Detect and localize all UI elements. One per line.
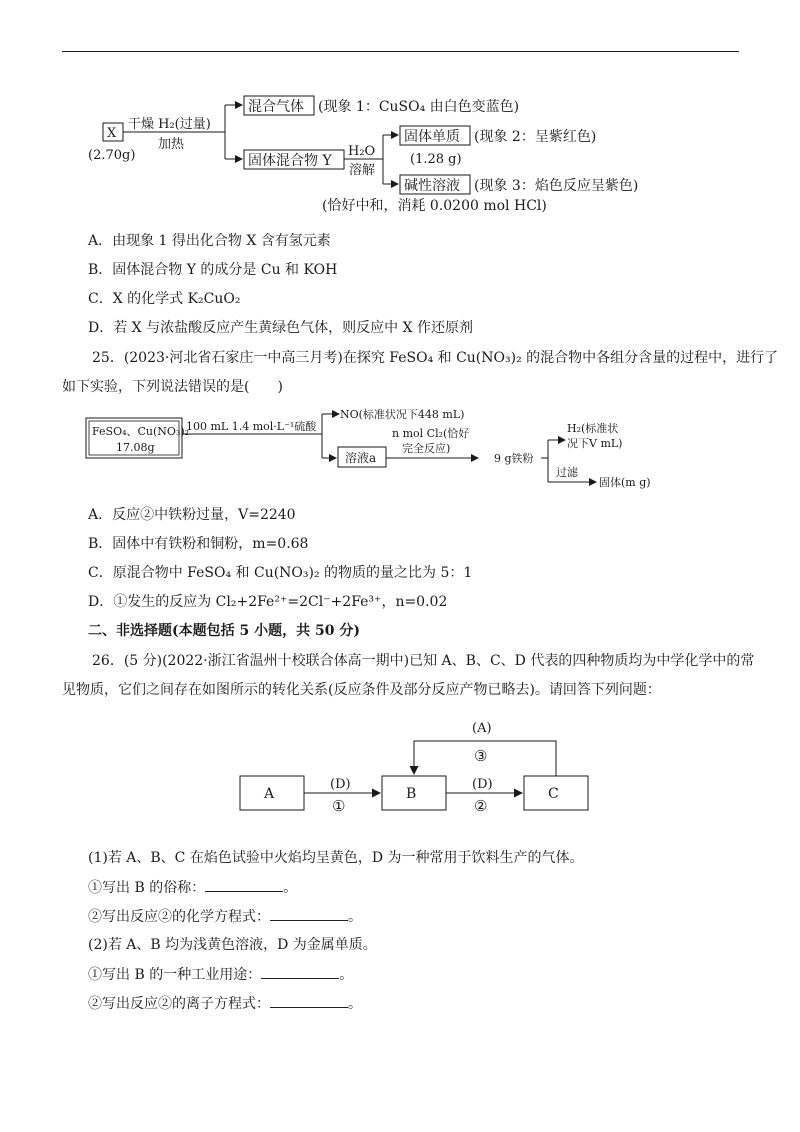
q25-option-a: A．反应②中铁粉过量，V=2240 xyxy=(88,507,296,523)
q25-stem-line1: 25．(2023·河北省石家庄一中高三月考)在探究 FeSO₄ 和 Cu(NO₃)₂ 的混合物中各组分含量的过程中，进行了 xyxy=(92,350,779,366)
label-x-mass: (2.70g) xyxy=(88,148,136,163)
period: 。 xyxy=(339,967,354,983)
period: 。 xyxy=(348,909,362,925)
q24-option-a: A．由现象 1 得出化合物 X 含有氢元素 xyxy=(88,233,331,249)
q24-option-c: C．X 的化学式 K₂CuO₂ xyxy=(88,291,241,307)
label-dissolve: 溶解 xyxy=(349,163,376,178)
q25-option-d: D．①发生的反应为 Cl₂+2Fe²⁺=2Cl⁻+2Fe³⁺，n=0.02 xyxy=(88,594,448,610)
label-mixed-gas: 混合气体 xyxy=(248,99,304,115)
answer-blank-4[interactable] xyxy=(270,993,348,1008)
label-cl2-top: n mol Cl₂(恰好 xyxy=(392,427,470,440)
q26-part1-q2-text: ②写出反应②的化学方程式： xyxy=(88,909,270,925)
label-filter: 过滤 xyxy=(556,466,578,479)
label-solid-m: 固体(m g) xyxy=(599,476,651,489)
label-arrow2-top: (D) xyxy=(472,777,493,792)
label-cond-bottom: 加热 xyxy=(158,137,185,152)
flow-diagram-iron-copper xyxy=(0,402,800,502)
q26-part2: (2)若 A、B 均为浅黄色溶液，D 为金属单质。 xyxy=(88,937,377,953)
label-loop-top: (A) xyxy=(472,721,492,736)
q26-part2-q1-text: ①写出 B 的一种工业用途： xyxy=(88,967,262,983)
label-solid-single: 固体单质 xyxy=(404,129,460,145)
label-neutralization: (恰好中和，消耗 0.0200 mol HCl) xyxy=(322,198,547,214)
period: 。 xyxy=(348,996,362,1012)
label-start-line2: 17.08g xyxy=(116,441,155,454)
label-alkaline: 碱性溶液 xyxy=(404,178,460,194)
label-arrow1-bottom: ① xyxy=(332,797,346,815)
label-b: B xyxy=(406,786,417,802)
label-water: H₂O xyxy=(348,144,376,159)
label-solution-a: 溶液a xyxy=(345,451,377,465)
label-a: A xyxy=(264,786,275,802)
label-solid-mass: (1.28 g) xyxy=(410,152,462,167)
label-c: C xyxy=(548,786,559,802)
q26-part1-q1-text: ①写出 B 的俗称： xyxy=(88,880,206,896)
q26-part1: (1)若 A、B、C 在焰色试验中火焰均呈黄色，D 为一种常用于饮料生产的气体。 xyxy=(88,850,584,866)
q25-option-b: B．固体中有铁粉和铜粉，m=0.68 xyxy=(88,536,309,552)
label-cond-top: 干燥 H₂(过量) xyxy=(128,117,211,132)
q25-option-c: C．原混合物中 FeSO₄ 和 Cu(NO₃)₂ 的物质的量之比为 5：1 xyxy=(88,565,473,581)
section2-title: 二、非选择题(本题包括 5 小题，共 50 分) xyxy=(88,623,360,639)
q26-part1-q2 xyxy=(88,906,362,927)
label-phenomenon-3: (现象 3：焰色反应呈紫色) xyxy=(474,178,639,194)
label-h2-bottom: 况下V mL) xyxy=(567,437,623,450)
q24-option-b: B．固体混合物 Y 的成分是 Cu 和 KOH xyxy=(88,262,338,278)
q26-part2-q2 xyxy=(88,993,362,1014)
label-phenomenon-1: (现象 1：CuSO₄ 由白色变蓝色) xyxy=(318,99,520,115)
answer-blank-1[interactable] xyxy=(205,877,283,892)
label-phenomenon-2: (现象 2：呈紫红色) xyxy=(474,129,597,145)
q24-option-d: D．若 X 与浓盐酸反应产生黄绿色气体，则反应中 X 作还原剂 xyxy=(88,320,473,336)
label-loop-bottom: ③ xyxy=(474,747,488,765)
label-start-line1: FeSO₄、Cu(NO₃)₂ xyxy=(92,425,190,438)
q26-part1-q1 xyxy=(88,877,297,898)
header-rule xyxy=(62,51,739,52)
label-no-gas: NO(标准状况下448 mL) xyxy=(340,408,465,421)
period: 。 xyxy=(283,880,298,896)
q25-stem-line2: 如下实验，下列说法错误的是( ) xyxy=(62,379,283,395)
label-arrow1-top: (D) xyxy=(330,777,351,792)
q26-stem-line1: 26．(5 分)(2022·浙江省温州十校联合体高一期中)已知 A、B、C、D 代表的四种物质均为中学化学中的常 xyxy=(92,653,755,669)
label-h2-top: H₂(标准状 xyxy=(567,422,619,435)
label-arrow2-bottom: ② xyxy=(474,797,488,815)
label-acid: 100 mL 1.4 mol·L⁻¹硫酸 xyxy=(186,420,317,433)
q26-part2-q2-text: ②写出反应②的离子方程式： xyxy=(88,996,270,1012)
label-cl2-bottom: 完全反应) xyxy=(402,442,451,455)
label-solid-y: 固体混合物 Y xyxy=(248,153,332,169)
q26-part2-q1 xyxy=(88,964,353,985)
label-x: X xyxy=(107,126,117,141)
answer-blank-3[interactable] xyxy=(261,964,339,979)
flow-diagram-abc xyxy=(0,710,800,830)
answer-blank-2[interactable] xyxy=(270,906,348,921)
label-iron-powder: 9 g铁粉 xyxy=(494,452,534,465)
q26-stem-line2: 见物质，它们之间存在如图所示的转化关系(反应条件及部分反应产物已略去)。请回答下列问题： xyxy=(62,682,661,698)
